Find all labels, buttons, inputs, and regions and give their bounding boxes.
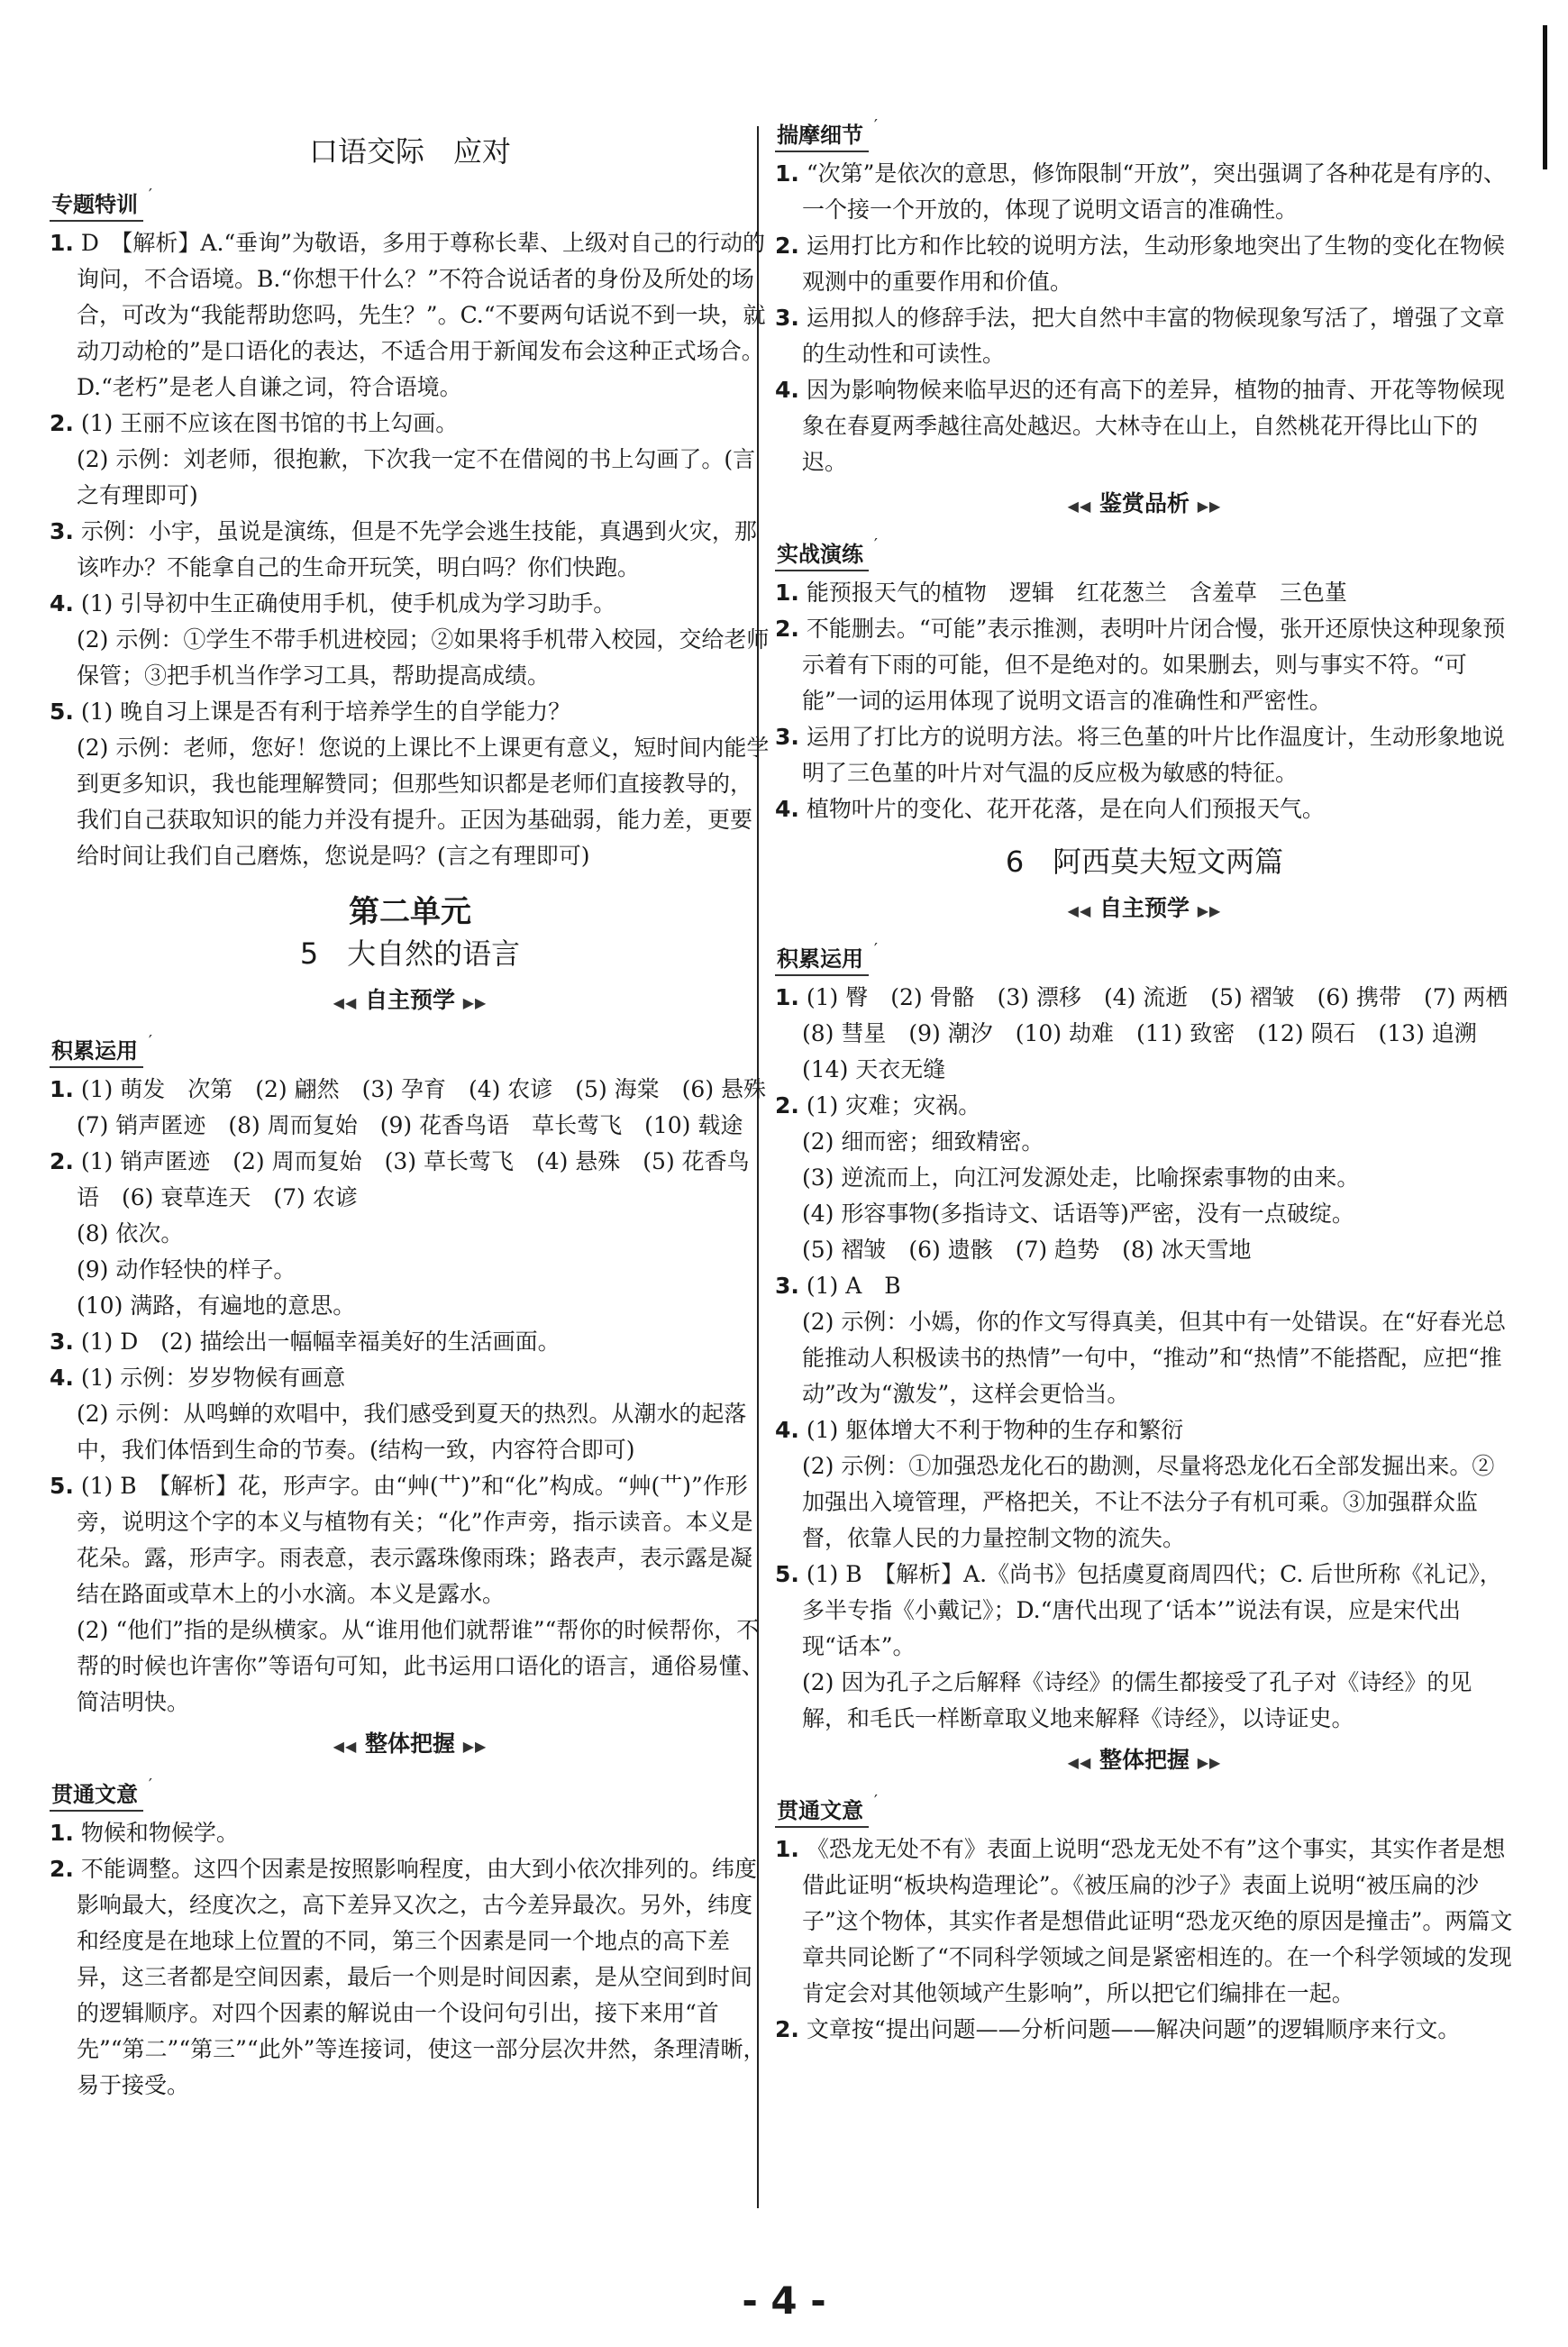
answer-item: 3. 运用拟人的修辞手法，把大自然中丰富的物候现象写活了，增强了文章的生动性和可读性。 (775, 305, 1505, 367)
answer-item: 5. (1) B 【解析】A.《尚书》包括虞夏商周四代；C. 后世所称《礼记》，多半专指《小戴记》；D.“唐代出现了‘话本’”说法有误，应是宋代出现“话本”。 (775, 1561, 1502, 1659)
right-column (775, 117, 1531, 2048)
tag-detail: 揣摩细节 ′ (775, 120, 869, 152)
answer-item: 2. 不能调整。这四个因素是按照影响程度，由大到小依次排列的。纬度影响最大，经度次之，高下差异又次之，古今差异最次。另外，纬度和经度是在地球上位置的不同，第三个因素是同一个地点的高下差异，这三者都是空间因素，最后一个则是时间因素，是从空间到时间的逻辑顺序。对四个因素的解说由一个设问句引出，接下来用“首先”“第二”“第三”“此外”等连接词，使这一部分层次井然，条理清晰，易于接受。 (50, 1856, 766, 2098)
left-column (50, 117, 789, 2104)
answer-sub: (2) 示例：老师，您好！您说的上课比不上课更有意义，短时间内能学到更多知识，我也能理解赞同；但那些知识都是老师们直接教导的，我们自己获取知识的能力并没有提升。正因为基础弱，能力差，更要给时间让我们自己磨炼，您说是吗？(言之有理即可) (77, 735, 770, 869)
answer-item: 4. (1) 引导初中生正确使用手机，使手机成为学习助手。 (50, 590, 616, 616)
answer-item: 4. 因为影响物候来临早迟的还有高下的差异，植物的抽青、开花等物候现象在春夏两季越往高处越迟。大林寺在山上，自然桃花开得比山下的迟。 (775, 377, 1505, 475)
answer-sub: (2) 示例：从鸣蝉的欢唱中，我们感受到夏天的热烈。从潮水的起落中，我们体悟到生命的节奏。(结构一致，内容符合即可) (77, 1401, 747, 1463)
answer-sub: (2) 示例：刘老师，很抱歉，下次我一定不在借阅的书上勾画了。(言之有理即可) (77, 446, 756, 508)
answer-item: 3. (1) A B (775, 1273, 901, 1299)
section-header: ◀◀ 自主预学 ▶▶ (333, 987, 488, 1013)
lesson-title: 5 大自然的语言 (299, 936, 521, 971)
left-arrows-icon: ◀◀ (1067, 902, 1092, 919)
answer-sub: (9) 动作轻快的样子。 (77, 1256, 296, 1283)
left-arrows-icon: ◀◀ (1067, 498, 1092, 515)
tag-comprehension: 贯通文意 ′ (775, 1795, 869, 1828)
right-arrows-icon: ▶▶ (1197, 1754, 1222, 1771)
section-header: ◀◀ 自主预学 ▶▶ (1067, 895, 1222, 921)
answer-sub: (2) 细而密；细致精密。 (802, 1128, 1044, 1155)
answer-item: 2. 运用打比方和作比较的说明方法，生动形象地突出了生物的变化在物候观测中的重要作用和价值。 (775, 233, 1505, 295)
section-header: ◀◀ 鉴赏品析 ▶▶ (1067, 490, 1222, 516)
answer-item: 3. 运用了打比方的说明方法。将三色堇的叶片比作温度计，生动形象地说明了三色堇的叶片对气温的反应极为敏感的特征。 (775, 724, 1505, 786)
answer-sub: (2) 因为孔子之后解释《诗经》的儒生都接受了孔子对《诗经》的见解，和毛氏一样断章取义地来解释《诗经》，以诗证史。 (802, 1669, 1472, 1731)
answer-item: 1. “次第”是依次的意思，修饰限制“开放”，突出强调了各种花是有序的、一个接一个开放的，体现了说明文语言的准确性。 (775, 160, 1506, 223)
left-arrows-icon: ◀◀ (333, 994, 358, 1011)
section-header: ◀◀ 整体把握 ▶▶ (1067, 1747, 1222, 1773)
answer-item: 2. (1) 王丽不应该在图书馆的书上勾画。 (50, 410, 459, 436)
answer-item: 3. (1) D (2) 描绘出一幅幅幸福美好的生活画面。 (50, 1329, 561, 1355)
answer-item: 3. 示例：小宇，虽说是演练，但是不先学会逃生技能，真遇到火灾，那该咋办？不能拿自己的生命开玩笑，明白吗？你们快跑。 (50, 518, 757, 580)
left-arrows-icon: ◀◀ (333, 1738, 358, 1755)
tag-comprehension: 贯通文意 ′ (50, 1779, 143, 1812)
tag-accumulate: 积累运用 ′ (50, 1036, 143, 1068)
answer-sub: (2) 示例：小嫣，你的作文写得真美，但其中有一处错误。在“好春光总能推动人积极读书的热情”一句中，“推动”和“热情”不能搭配，应把“推动”改为“激发”，这样会更恰当。 (802, 1309, 1507, 1407)
answer-item: 1. (1) 臀 (2) 骨骼 (3) 漂移 (4) 流逝 (5) 褶皱 (6) 携带 (7) 两栖 (8) 彗星 (9) 潮汐 (10) 劫难 (11) 致密 (12) 陨石 (13) 追溯 (14) 天衣无缝 (775, 984, 1531, 1082)
answer-sub: (5) 褶皱 (6) 遗骸 (7) 趋势 (8) 冰天雪地 (802, 1237, 1252, 1263)
answer-item: 2. (1) 灾难；灾祸。 (775, 1092, 981, 1119)
answer-sub: (2) 示例：①加强恐龙化石的勘测，尽量将恐龙化石全部发掘出来。②加强出入境管理，严格把关，不让不法分子有机可乘。③加强群众监督，依靠人民的力量控制文物的流失。 (802, 1453, 1495, 1551)
answer-item: 4. (1) 示例：岁岁物候有画意 (50, 1365, 346, 1391)
answer-item: 2. 不能删去。“可能”表示推测，表明叶片闭合慢，张开还原快这种现象预示着有下雨的可能，但不是绝对的。如果删去，则与事实不符。“可能”一词的运用体现了说明文语言的准确性和严密性。 (775, 616, 1506, 714)
unit-title: 第二单元 (349, 894, 471, 930)
answer-sub: (10) 满路，有遍地的意思。 (77, 1292, 356, 1319)
answer-item: 4. 植物叶片的变化、花开花落，是在向人们预报天气。 (775, 796, 1325, 822)
answer-sub: (2) “他们”指的是纵横家。从“谁用他们就帮谁”“帮你的时候帮你，不帮的时候也许害你”等语句可知，此书运用口语化的语言，通俗易懂、简洁明快。 (77, 1617, 764, 1715)
answer-sub: (8) 依次。 (77, 1220, 184, 1247)
answer-item: 1. (1) 萌发 次第 (2) 翩然 (3) 孕育 (4) 农谚 (5) 海棠 (6) 悬殊 (7) 销声匿迹 (8) 周而复始 (9) 花香鸟语 草长莺飞 (10) 载途 (50, 1076, 789, 1138)
answer-item: 1. D 【解析】A.“垂询”为敬语，多用于尊称长辈、上级对自己的行动的询问，不合语境。B.“你想干什么？”不符合说话者的身份及所处的场合，可改为“我能帮助您吗，先生？”。C.“不要两句话说不到一块，就动刀动枪的”是口语化的表达，不适合用于新闻发布会这种正式场合。D.“老朽”是老人自谦之词，符合语境。 (50, 230, 766, 400)
right-arrows-icon: ▶▶ (462, 994, 488, 1011)
right-arrows-icon: ▶▶ (1197, 902, 1222, 919)
right-arrows-icon: ▶▶ (462, 1738, 488, 1755)
lesson-title: 6 阿西莫夫短文两篇 (1005, 845, 1284, 879)
answer-item: 1. 物候和物候学。 (50, 1820, 239, 1846)
left-arrows-icon: ◀◀ (1067, 1754, 1092, 1771)
answer-item: 1. 能预报天气的植物 逻辑 红花葱兰 含羞草 三色堇 (775, 580, 1347, 606)
answer-sub: (2) 示例：①学生不带手机进校园；②如果将手机带入校园，交给老师保管；③把手机当作学习工具，帮助提高成绩。 (77, 626, 770, 689)
answer-sub: (4) 形容事物(多指诗文、话语等)严密，没有一点破绽。 (802, 1201, 1354, 1227)
tag-special-training: 专题特训 ′ (50, 189, 143, 222)
page-edge-bar (1543, 25, 1547, 169)
section-header: ◀◀ 整体把握 ▶▶ (333, 1731, 488, 1757)
section-title: 口语交际 应对 (308, 134, 511, 169)
answer-item: 2. (1) 销声匿迹 (2) 周而复始 (3) 草长莺飞 (4) 悬殊 (5) 花香鸟语 (6) 衰草连天 (7) 农谚 (50, 1148, 750, 1210)
tag-accumulate: 积累运用 ′ (775, 944, 869, 976)
answer-item: 1. 《恐龙无处不有》表面上说明“恐龙无处不有”这个事实，其实作者是想借此证明“板块构造理论”。《被压扁的沙子》表面上说明“被压扁的沙子”这个物体，其实作者是想借此证明“恐龙灭绝的原因是撞击”。两篇文章共同论断了“不同科学领域之间是紧密相连的。在一个科学领域的发现肯定会对其他领域产生影响”，所以把它们编排在一起。 (775, 1836, 1513, 2006)
answer-sub: (3) 逆流而上，向江河发源处走，比喻探索事物的由来。 (802, 1164, 1360, 1191)
right-arrows-icon: ▶▶ (1197, 498, 1222, 515)
answer-item: 5. (1) B 【解析】花，形声字。由“艸(艹)”和“化”构成。“艸(艹)”作形旁，说明这个字的本义与植物有关；“化”作声旁，指示读音。本义是花朵。露，形声字。雨表意，表示露珠像雨珠；路表声，表示露是凝结在路面或草木上的小水滴。本义是露水。 (50, 1473, 753, 1607)
answer-item: 4. (1) 躯体增大不利于物种的生存和繁衍 (775, 1417, 1184, 1443)
tag-practice: 实战演练 ′ (775, 539, 869, 571)
page-number: - 4 - (742, 2279, 826, 2323)
answer-item: 2. 文章按“提出问题——分析问题——解决问题”的逻辑顺序来行文。 (775, 2016, 1461, 2042)
answer-item: 5. (1) 晚自习上课是否有利于培养学生的自学能力？ (50, 699, 571, 725)
